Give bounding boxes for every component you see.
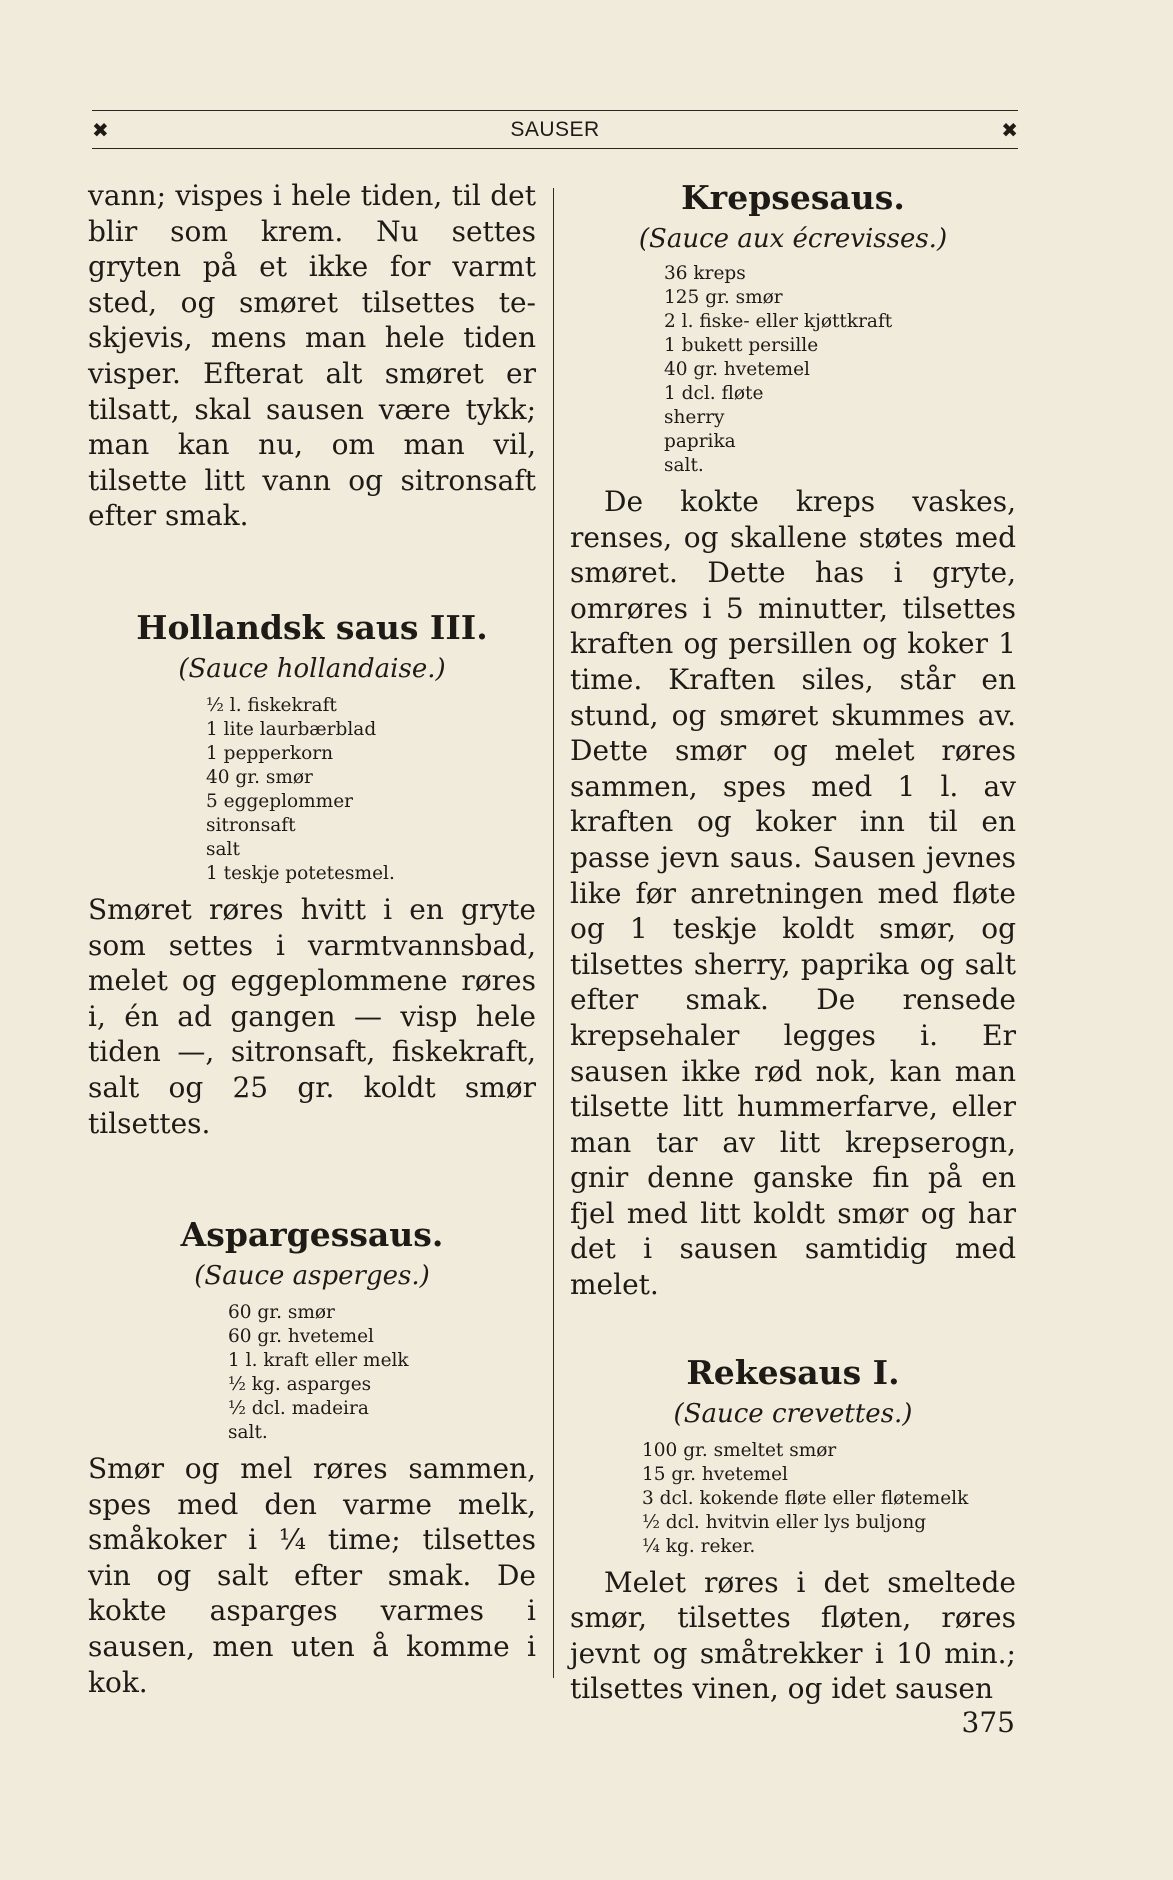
recipe-hollandsk-saus: [88, 608, 536, 1141]
ingredient-item: ¼ kg. reker.: [642, 1535, 756, 1557]
page-number: 375: [961, 1706, 1015, 1739]
ingredient-item: ½ dcl. madeira: [228, 1398, 369, 1420]
ingredient-item: 1 l. kraft eller melk: [228, 1350, 409, 1372]
ingredient-list: [642, 1439, 1016, 1559]
ingredient-item: 1 bukett persille: [664, 335, 819, 356]
ingredient-item: 125 gr. smør: [664, 287, 783, 308]
recipe-method: Smøret røres hvitt i en gryte som settes i varmtvannsbad, melet og eggeplommene røres i, én ad gangen — visp hele tiden —, sitronsaft, fiskekraft, salt og 25 gr. koldt smør tilsettes.: [88, 892, 536, 1140]
ingredient-item: sitronsaft: [206, 814, 296, 836]
ingredient-item: 40 gr. hvetemel: [664, 359, 810, 380]
header-rule-bottom: [92, 148, 1018, 149]
recipe-method: Melet røres i det smeltede smør, tilsettes fløten, røres jevnt og småtrekker i 10 min.; tilsettes vinen, og idet sausen: [570, 1565, 1016, 1706]
recipe-title: Rekesaus I.: [686, 1352, 900, 1392]
ingredient-item: 60 gr. smør: [228, 1302, 335, 1324]
ingredient-item: salt.: [228, 1422, 268, 1444]
recipe-subtitle: (Sauce crevettes.): [673, 1398, 913, 1429]
ingredient-item: 40 gr. smør: [206, 766, 313, 788]
ingredient-item: 100 gr. smeltet smør: [642, 1439, 837, 1461]
running-header-title: SAUSER: [510, 118, 600, 141]
recipe-rekesaus: [570, 1353, 1016, 1707]
ingredient-list: [664, 262, 1016, 478]
ingredient-item: 1 dcl. fløte: [664, 383, 764, 404]
ingredient-item: salt: [206, 838, 240, 860]
header-ornament-right-icon: ✖: [1001, 118, 1018, 142]
ingredient-item: 36 kreps: [664, 263, 746, 284]
recipe-krepsesaus: [570, 178, 1016, 1303]
recipe-subtitle: (Sauce asperges.): [194, 1261, 430, 1292]
ingredient-item: 15 gr. hvetemel: [642, 1463, 788, 1485]
ingredient-item: ½ dcl. hvitvin eller lys buljong: [642, 1511, 927, 1533]
continued-paragraph: vann; vispes i hele tiden, til det blir som krem. Nu settes gryten på et ikke for varmt sted, og smøret tilsettes teskjevis, mens man hele tiden visper. Efterat alt smøret er tilsatt, skal sausen være tykk; man kan nu, om man vil, tilsette litt vann og sitronsaft efter smak.: [88, 179, 536, 533]
ingredient-item: paprika: [664, 431, 736, 452]
header-ornament-left-icon: ✖: [92, 118, 109, 142]
ingredient-item: sherry: [664, 407, 725, 428]
recipe-method: Smør og mel røres sammen, spes med den varme melk, småkoker i ¼ time; tilsettes vin og salt efter smak. De kokte asparges varmes i sausen, men uten å komme i kok.: [88, 1452, 536, 1699]
ingredient-item: 1 lite laurbærblad: [206, 718, 377, 740]
column-divider: [553, 188, 554, 1678]
recipe-subtitle: (Sauce aux écrevisses.): [638, 224, 948, 254]
running-header: [92, 110, 1018, 150]
ingredient-item: 1 pepperkorn: [206, 742, 334, 764]
ingredient-item: ½ kg. asparges: [228, 1374, 372, 1396]
ingredient-item: ½ l. fiskekraft: [206, 694, 337, 716]
ingredient-item: 2 l. fiske- eller kjøttkraft: [664, 311, 893, 332]
ingredient-item: salt.: [664, 455, 704, 476]
left-column: [88, 178, 536, 1700]
recipe-title: Krepsesaus.: [681, 178, 905, 217]
recipe-title: Hollandsk saus III.: [136, 607, 488, 647]
ingredient-item: 5 eggeplommer: [206, 790, 354, 812]
recipe-title: Aspargessaus.: [180, 1215, 444, 1255]
ingredient-item: 60 gr. hvetemel: [228, 1326, 374, 1348]
ingredient-item: 3 dcl. kokende fløte eller fløtemelk: [642, 1487, 969, 1509]
recipe-aspargessaus: [88, 1215, 536, 1700]
header-rule-top: [92, 110, 1018, 111]
recipe-method: De kokte kreps vaskes, renses, og skallene støtes med smøret. Dette has i gryte, omrøres i 5 minutter, tilsettes kraften og persillen og koker 1 time. Kraften siles, står en stund, og smøret skummes av. Dette smør og melet røres sammen, spes med 1 l. av kraften og koker inn til en passe jevn saus. Sausen jevnes like før anretningen med fløte og 1 teskje koldt smør, og tilsettes sherry, paprika og salt efter smak. De rensede krepsehaler legges i. Er sausen ikke rød nok, kan man tilsette litt hummerfarve, eller man tar av litt krepserogn, gnir denne ganske fin på en fjel med litt koldt smør og har det i sausen samtidig med melet.: [570, 485, 1016, 1302]
ingredient-list: [206, 694, 536, 886]
ingredient-list: [228, 1301, 536, 1445]
ingredient-item: 1 teskje potetesmel.: [206, 862, 395, 884]
recipe-subtitle: (Sauce hollandaise.): [178, 653, 446, 684]
right-column: [570, 178, 1016, 1707]
